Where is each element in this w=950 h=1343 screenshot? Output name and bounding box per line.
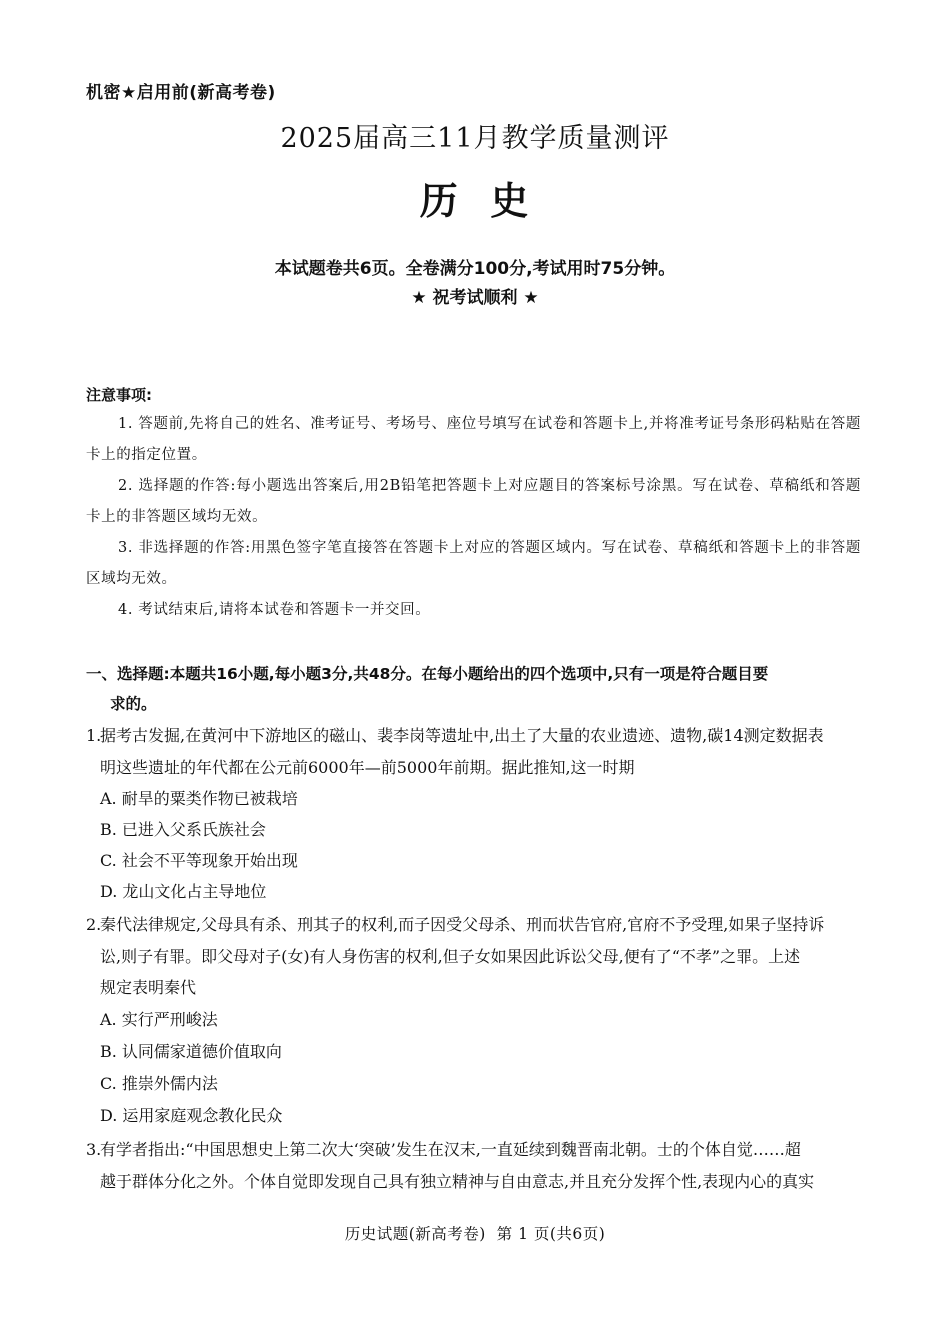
- option-b: B. 已进入父系氏族社会: [100, 820, 266, 839]
- question-stem-line: 明这些遗址的年代都在公元前6000年—前5000年前期。据此推知,这一时期: [100, 757, 635, 777]
- exam-info: 本试题卷共6页。全卷满分100分,考试用时75分钟。: [274, 259, 676, 279]
- section-heading-line2: 求的。: [110, 695, 157, 713]
- note-item: 2. 选择题的作答:每小题选出答案后,用2B铅笔把答题卡上对应题目的答案标号涂黑。写在试卷、草稿纸和答题卡上的非答题区域均无效。: [86, 478, 861, 525]
- notes-heading: 注意事项:: [86, 386, 152, 404]
- subject-title: 历 史: [419, 179, 531, 223]
- option-a: A. 实行严刑峻法: [100, 1010, 218, 1029]
- option-c: C. 推崇外儒内法: [100, 1074, 218, 1093]
- option-b: B. 认同儒家道德价值取向: [100, 1042, 282, 1061]
- note-item: 1. 答题前,先将自己的姓名、准考证号、考场号、座位号填写在试卷和答题卡上,并将准考证号条形码粘贴在答题卡上的指定位置。: [86, 416, 861, 463]
- question-stem-line: 越于群体分化之外。个体自觉即发现自己具有独立精神与自由意志,并且充分发挥个性,表现内心的真实: [100, 1171, 815, 1191]
- question-stem-line: 有学者指出:“中国思想史上第二次大‘突破’发生在汉末,一直延续到魏晋南北朝。士的个体自觉……超: [100, 1140, 801, 1159]
- page-footer: 历史试题(新高考卷) 第 1 页(共6页): [344, 1225, 606, 1243]
- question-number: 2.: [86, 915, 102, 934]
- question-stem-line: 规定表明秦代: [100, 978, 197, 997]
- question-number: 3.: [86, 1140, 102, 1159]
- question-stem-line: 据考古发掘,在黄河中下游地区的磁山、裴李岗等遗址中,出土了大量的农业遗迹、遗物,碳14测定数据表: [100, 726, 824, 745]
- section-heading-line1: 一、选择题:本题共16小题,每小题3分,共48分。在每小题给出的四个选项中,只有一项是符合题目要: [86, 665, 769, 683]
- question-stem-line: 秦代法律规定,父母具有杀、刑其子的权利,而子因受父母杀、刑而状告官府,官府不予受理,如果子坚持诉: [100, 915, 825, 934]
- question-2: [86, 909, 870, 1004]
- section-heading: [86, 659, 866, 719]
- question-3: [86, 1134, 870, 1197]
- option-c: C. 社会不平等现象开始出现: [100, 851, 298, 870]
- question-1: [86, 720, 870, 783]
- option-d: D. 龙山文化占主导地位: [100, 882, 267, 901]
- question-number: 1.: [86, 726, 102, 745]
- note-item: 4. 考试结束后,请将本试卷和答题卡一并交回。: [118, 602, 431, 618]
- note-item: 3. 非选择题的作答:用黑色签字笔直接答在答题卡上对应的答题区域内。写在试卷、草稿纸和答题卡上的非答题区域均无效。: [86, 540, 861, 587]
- good-luck-line: ★ 祝考试顺利 ★: [411, 288, 539, 308]
- confidential-label: 机密★启用前(新高考卷): [86, 83, 276, 103]
- option-a: A. 耐旱的粟类作物已被栽培: [100, 789, 298, 808]
- question-stem-line: 讼,则子有罪。即父母对子(女)有人身伤害的权利,但子女如果因此诉讼父母,便有了“不孝”之罪。上述: [100, 946, 801, 966]
- exam-title: 2025届高三11月教学质量测评: [280, 123, 670, 154]
- option-d: D. 运用家庭观念教化民众: [100, 1106, 283, 1125]
